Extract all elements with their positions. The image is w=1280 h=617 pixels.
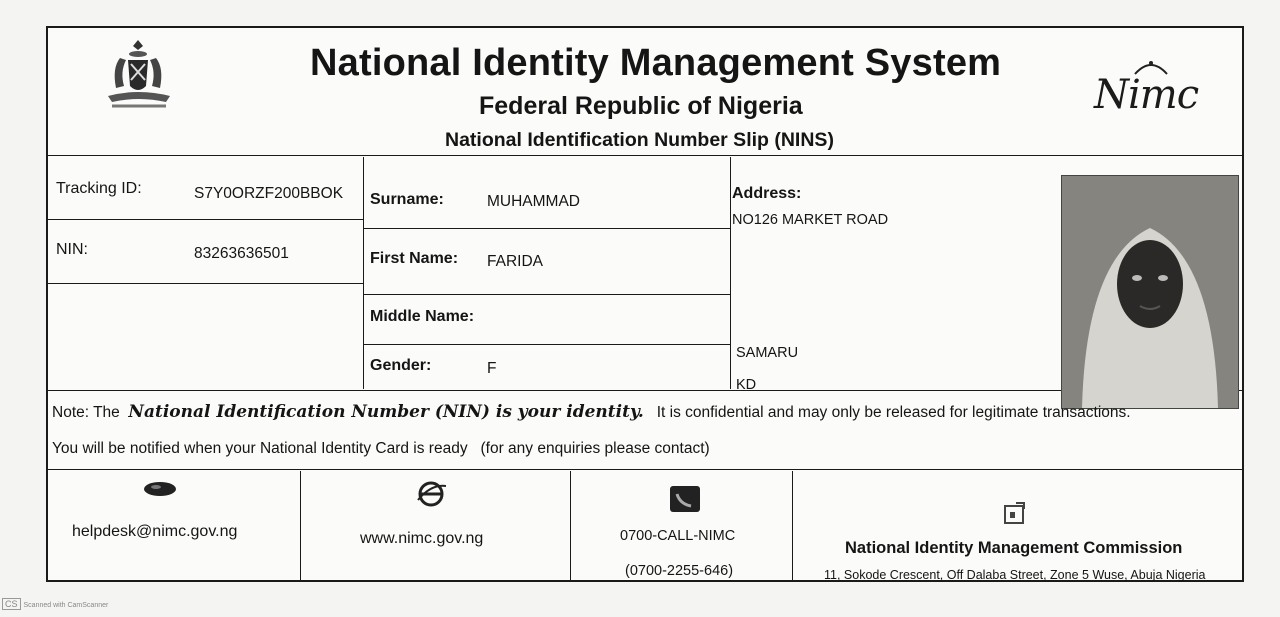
gender-value: F bbox=[487, 360, 497, 377]
nin-label: NIN: bbox=[56, 241, 88, 258]
email-icon bbox=[142, 478, 178, 498]
phone-text[interactable]: 0700-CALL-NIMC bbox=[620, 528, 736, 544]
divider bbox=[570, 471, 571, 581]
coat-of-arms-icon bbox=[98, 36, 180, 116]
tracking-id-label: Tracking ID: bbox=[56, 180, 142, 197]
web-browser-icon bbox=[416, 480, 446, 508]
office-icon bbox=[1002, 500, 1028, 526]
nimc-logo-arc-icon bbox=[1131, 54, 1171, 76]
nins-slip bbox=[46, 26, 1244, 582]
address-state: KD bbox=[736, 377, 757, 393]
address-line: NO126 MARKET ROAD bbox=[732, 212, 889, 228]
first-name-label: First Name: bbox=[370, 250, 459, 267]
note-suffix: It is confidential and may only be released for legitimate transactions. bbox=[656, 404, 1131, 421]
scanner-watermark bbox=[2, 598, 108, 610]
organization-name: National Identity Management Commission bbox=[845, 539, 1183, 557]
scanner-badge: CS bbox=[2, 598, 21, 610]
organization-address: 11, Sokode Crescent, Off Dalaba Street, Zone 5 Wuse, Abuja Nigeria bbox=[824, 568, 1206, 582]
note-emphasis: National Identification Number (NIN) is your identity. bbox=[128, 402, 644, 422]
divider bbox=[300, 471, 301, 581]
phone-icon bbox=[668, 484, 702, 514]
scanner-text: Scanned with CamScanner bbox=[23, 602, 109, 609]
divider bbox=[364, 344, 730, 345]
address-label: Address: bbox=[732, 185, 802, 202]
divider bbox=[792, 471, 793, 581]
surname-label: Surname: bbox=[370, 191, 444, 208]
tracking-id-value: S7Y0ORZF200BBOK bbox=[194, 185, 344, 202]
address-town: SAMARU bbox=[736, 345, 799, 361]
divider bbox=[48, 283, 364, 284]
surname-value: MUHAMMAD bbox=[487, 193, 580, 210]
divider bbox=[48, 219, 364, 220]
first-name-value: FARIDA bbox=[487, 253, 543, 270]
phone-numeric[interactable]: (0700-2255-646) bbox=[625, 563, 734, 579]
note-line-1 bbox=[52, 402, 1131, 422]
page-title: National Identity Management System bbox=[310, 42, 1002, 84]
holder-photo bbox=[1061, 175, 1239, 409]
slip-name: National Identification Number Slip (NINS) bbox=[445, 129, 834, 151]
nimc-logo: Nimc bbox=[1094, 72, 1199, 118]
divider bbox=[364, 228, 730, 229]
divider bbox=[48, 155, 1242, 156]
gender-label: Gender: bbox=[370, 357, 432, 374]
nin-value: 83263636501 bbox=[194, 245, 289, 262]
note-line-2: You will be notified when your National Identity Card is ready (for any enquiries please contact) bbox=[52, 440, 710, 457]
note-prefix: Note: The bbox=[52, 404, 120, 421]
divider bbox=[364, 294, 730, 295]
middle-name-label: Middle Name: bbox=[370, 308, 475, 325]
website-link[interactable]: www.nimc.gov.ng bbox=[360, 530, 484, 547]
helpdesk-email[interactable]: helpdesk@nimc.gov.ng bbox=[72, 523, 238, 540]
divider bbox=[363, 157, 364, 389]
divider bbox=[48, 469, 1242, 470]
page-subtitle: Federal Republic of Nigeria bbox=[479, 92, 803, 120]
divider bbox=[730, 157, 731, 389]
